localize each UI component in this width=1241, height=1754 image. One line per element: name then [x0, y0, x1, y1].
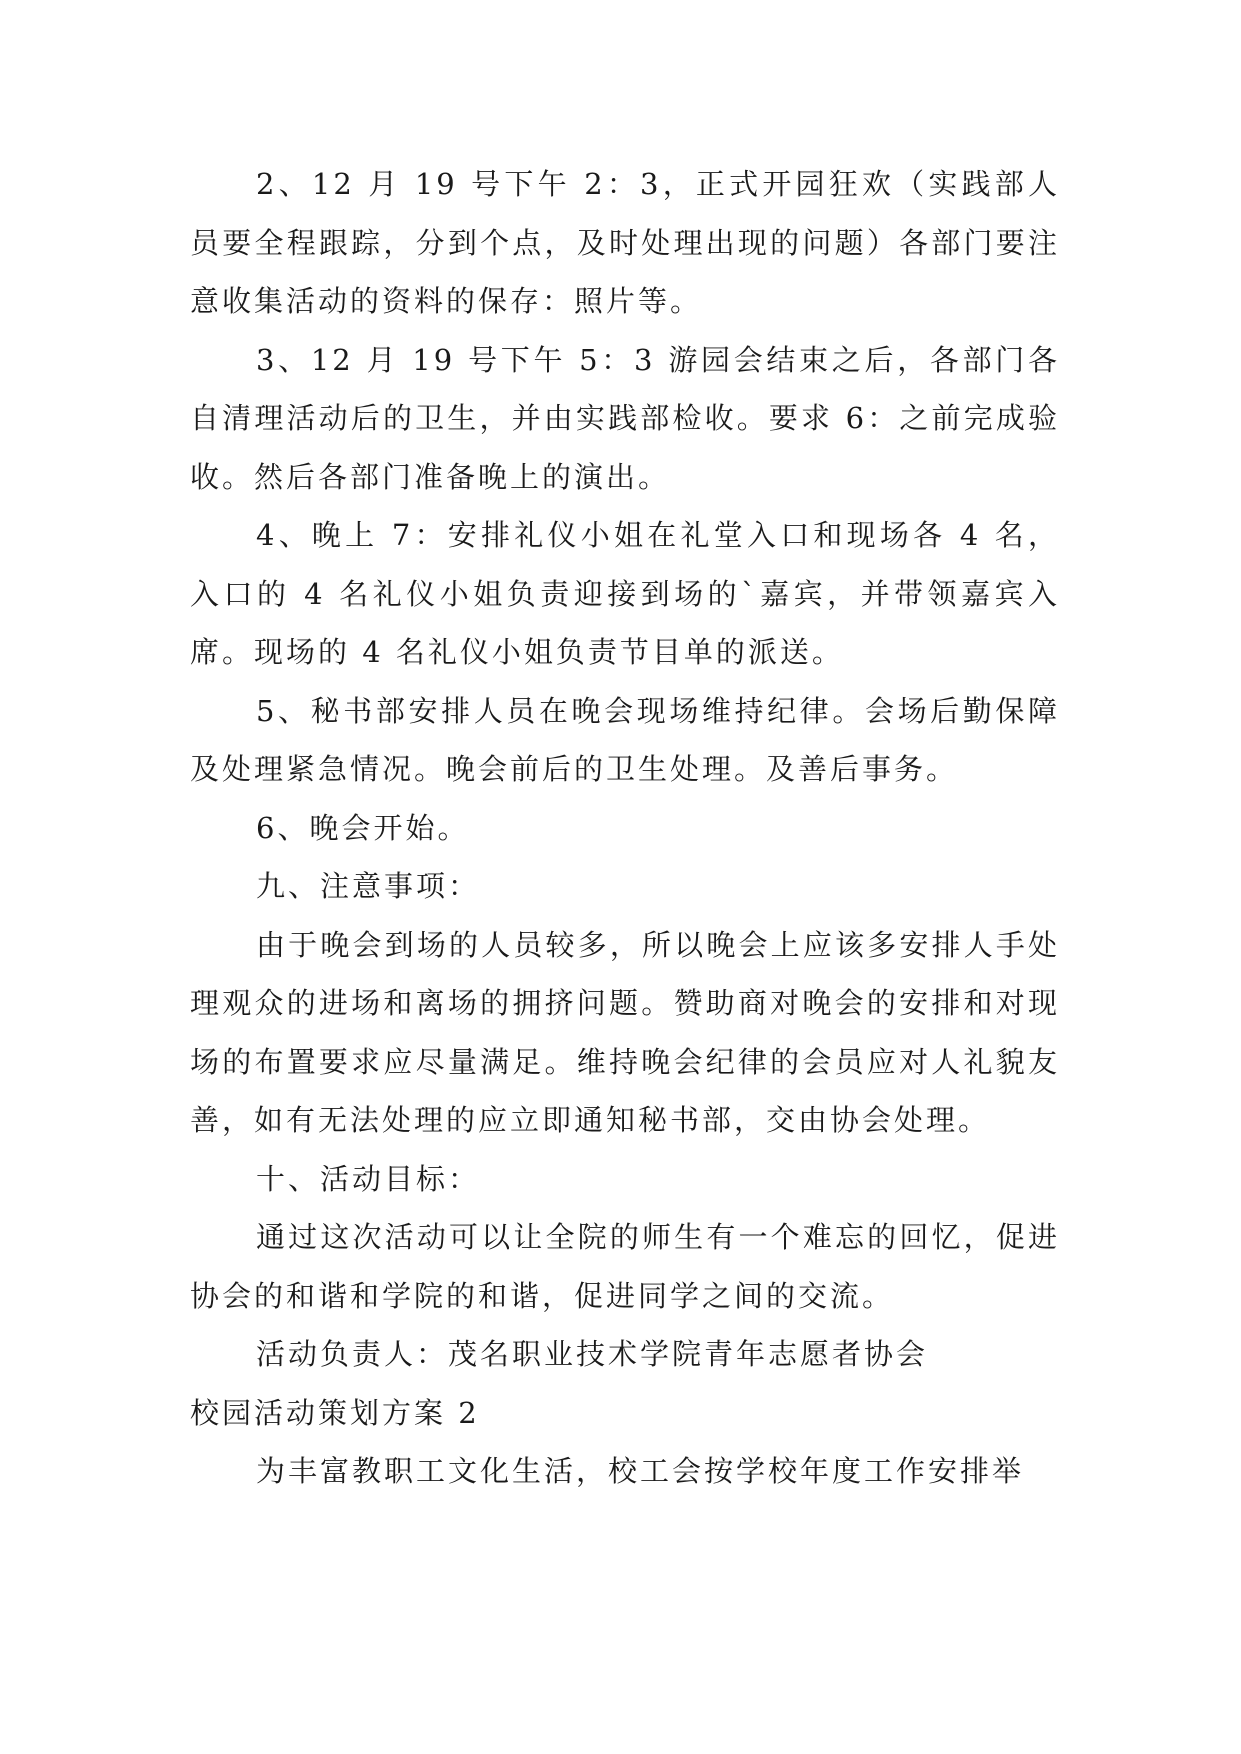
schedule-item-3-paragraph: 3、12 月 19 号下午 5：3 游园会结束之后，各部门各自清理活动后的卫生，并由实践部检收。要求 6：之前完成验收。然后各部门准备晚上的演出。: [190, 342, 1060, 494]
document-body: [190, 155, 1060, 1501]
notes-paragraph: 由于晚会到场的人员较多，所以晚会上应该多安排人手处理观众的进场和离场的拥挤问题。赞助商对晚会的安排和对现场的布置要求应尽量满足。维持晚会纪律的会员应对人礼貌友善，如有无法处理的应立即通知秘书部，交由协会处理。: [190, 927, 1060, 1137]
schedule-item-4-paragraph: 4、晚上 7：安排礼仪小姐在礼堂入口和现场各 4 名，入口的 4 名礼仪小姐负责迎接到场的`嘉宾，并带领嘉宾入席。现场的 4 名礼仪小姐负责节目单的派送。: [190, 518, 1060, 669]
plan-2-title: 校园活动策划方案 2: [190, 1395, 480, 1430]
section-heading-notes: 九、注意事项：: [256, 869, 481, 903]
schedule-item-2-paragraph: 2、12 月 19 号下午 2：3，正式开园狂欢（实践部人员要全程跟踪，分到个点，及时处理出现的问题）各部门要注意收集活动的资料的保存：照片等。: [190, 167, 1060, 318]
section-heading-goals: 十、活动目标：: [256, 1161, 481, 1196]
goals-paragraph: 通过这次活动可以让全院的师生有一个难忘的回忆，促进协会的和谐和学院的和谐，促进同学之间的交流。: [190, 1220, 1060, 1313]
schedule-item-5-paragraph: 5、秘书部安排人员在晚会现场维持纪律。会场后勤保障及处理紧急情况。晚会前后的卫生处理。及善后事务。: [190, 693, 1060, 786]
organizer-line: 活动负责人：茂名职业技术学院青年志愿者协会: [256, 1337, 929, 1371]
schedule-item-6-paragraph: 6、晚会开始。: [256, 810, 470, 845]
plan-2-intro-paragraph: 为丰富教职工文化生活，校工会按学校年度工作安排举: [256, 1454, 1025, 1488]
